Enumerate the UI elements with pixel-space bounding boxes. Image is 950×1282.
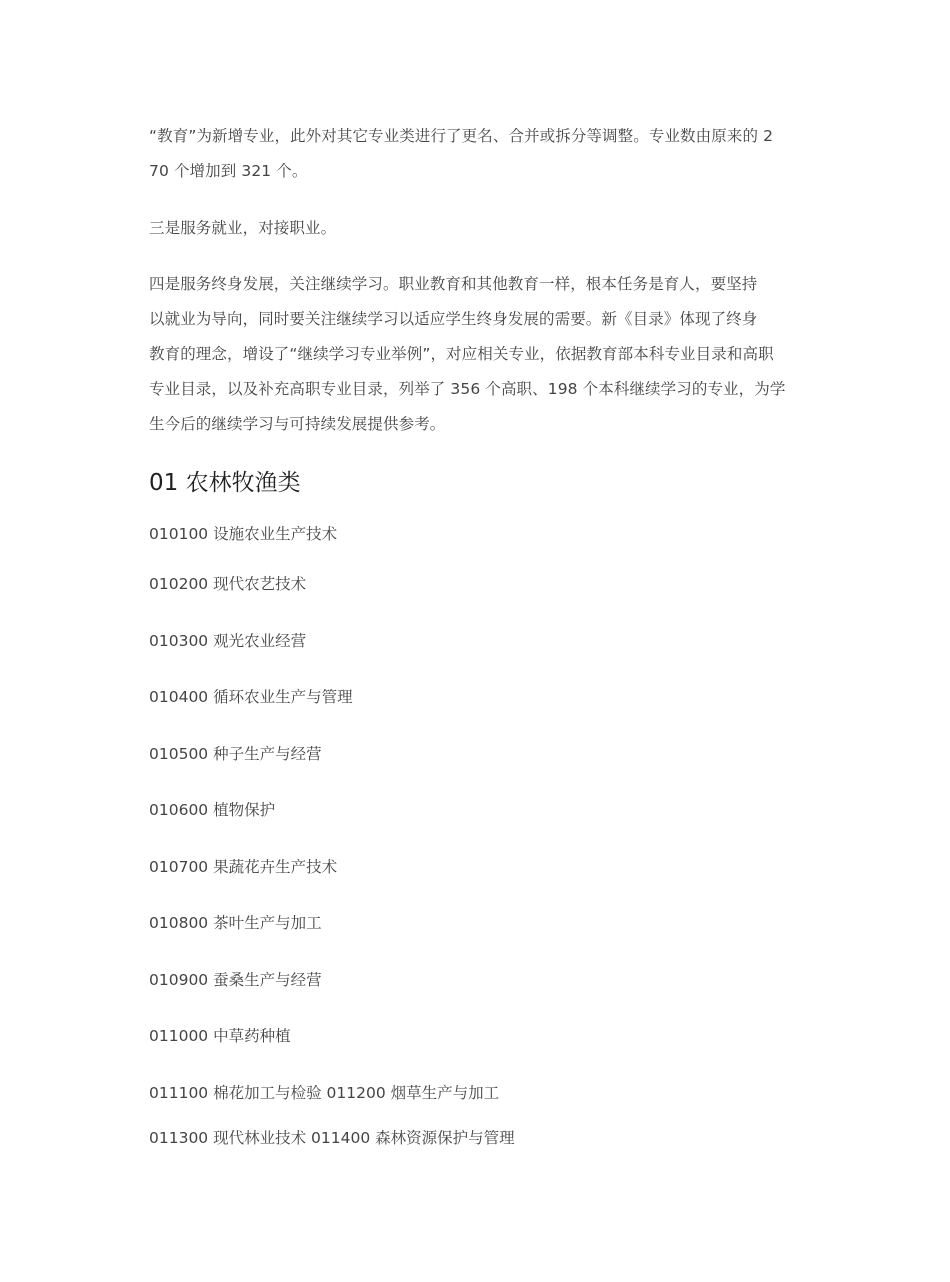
list-item: 010100 设施农业生产技术 (149, 525, 338, 543)
paragraph-line: 教育的理念，增设了“继续学习专业举例”，对应相关专业，依据教育部本科专业目录和高职 (149, 345, 774, 363)
paragraph-lifelong-learning (149, 267, 801, 442)
paragraph-line: 生今后的继续学习与可持续发展提供参考。 (149, 415, 446, 433)
list-item: 010200 现代农艺技术 (149, 575, 307, 593)
list-item: 010500 种子生产与经营 (149, 745, 322, 763)
list-item: 010300 观光农业经营 (149, 632, 307, 650)
list-item: 011300 现代林业技术 011400 森林资源保护与管理 (149, 1129, 515, 1147)
paragraph-line: 专业目录，以及补充高职专业目录，列举了 356 个高职、198 个本科继续学习的专业，为学 (149, 380, 786, 398)
paragraph-line: “教育”为新增专业，此外对其它专业类进行了更名、合并或拆分等调整。专业数由原来的 2 (149, 127, 774, 145)
list-item: 010600 植物保护 (149, 801, 276, 819)
section-heading: 01 农林牧渔类 (149, 470, 301, 496)
list-item: 011000 中草药种植 (149, 1027, 291, 1045)
paragraph-line: 三是服务就业，对接职业。 (149, 219, 337, 237)
list-item: 010900 蚕桑生产与经营 (149, 971, 322, 989)
list-item: 011100 棉花加工与检验 011200 烟草生产与加工 (149, 1084, 500, 1102)
paragraph-line: 70 个增加到 321 个。 (149, 162, 308, 180)
paragraph-line: 四是服务终身发展，关注继续学习。职业教育和其他教育一样，根本任务是育人，要坚持 (149, 275, 758, 293)
document-page (149, 0, 801, 1282)
paragraph-major-adjustment (149, 119, 801, 189)
list-item: 010800 茶叶生产与加工 (149, 914, 322, 932)
list-item: 010700 果蔬花卉生产技术 (149, 858, 338, 876)
paragraph-line: 以就业为导向，同时要关注继续学习以适应学生终身发展的需要。新《目录》体现了终身 (149, 310, 758, 328)
paragraph-employment (149, 211, 801, 246)
list-item: 010400 循环农业生产与管理 (149, 688, 353, 706)
